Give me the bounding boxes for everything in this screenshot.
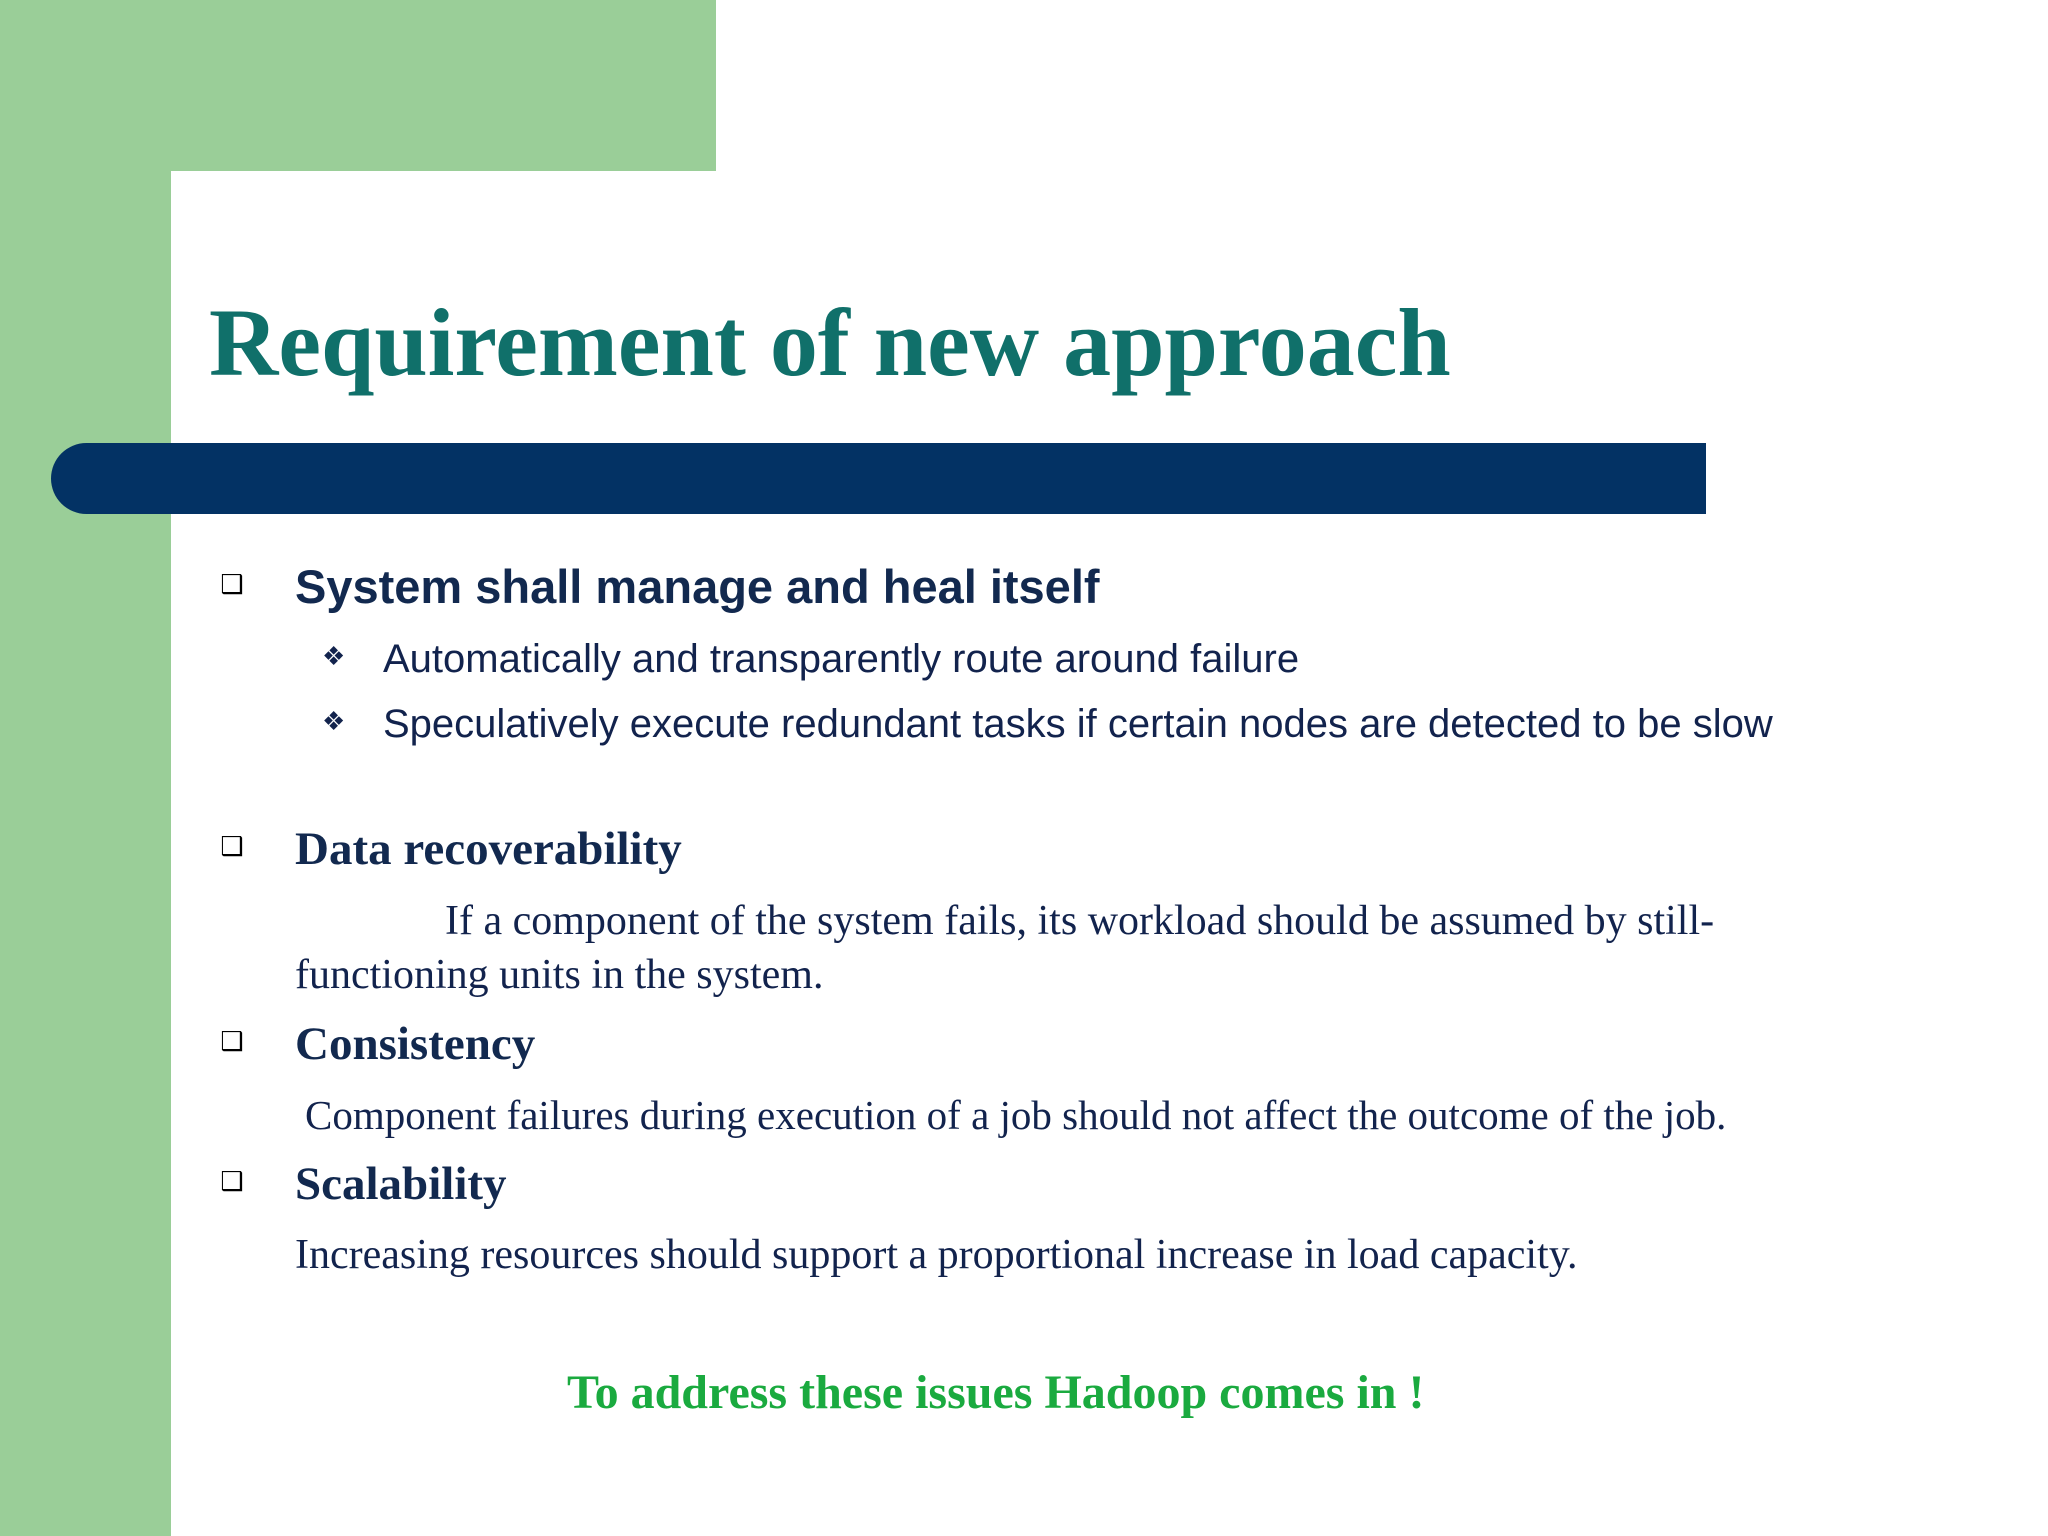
sub-item-route-around-failure: Automatically and transparently route around failure <box>383 637 1300 681</box>
sidebar-green-panel <box>0 0 171 1536</box>
description-data-recoverability: If a component of the system fails, its workload should be assumed by still-functioning units in the system. <box>295 898 1715 998</box>
checkbox-bullet-icon: ❑ <box>220 831 244 861</box>
checkbox-bullet-icon: ❑ <box>220 1026 244 1056</box>
slide-title: Requirement of new approach <box>209 289 1451 396</box>
diamond-bullet-icon: ❖ <box>322 641 346 671</box>
section-heading-consistency: Consistency <box>295 1018 536 1070</box>
top-green-panel <box>0 0 716 171</box>
section-heading-self-healing: System shall manage and heal itself <box>295 560 1100 613</box>
diamond-bullet-icon: ❖ <box>322 706 346 736</box>
checkbox-bullet-icon: ❑ <box>220 1166 244 1196</box>
description-scalability: Increasing resources should support a proportional increase in load capacity. <box>295 1232 1578 1278</box>
section-heading-data-recoverability: Data recoverability <box>295 823 682 875</box>
section-heading-scalability: Scalability <box>295 1158 507 1210</box>
closing-statement: To address these issues Hadoop comes in ! <box>567 1366 1425 1419</box>
title-underline-bar <box>51 443 1706 514</box>
sub-item-speculative-execution: Speculatively execute redundant tasks if certain nodes are detected to be slow <box>383 702 1773 746</box>
checkbox-bullet-icon: ❑ <box>220 569 244 599</box>
description-consistency: Component failures during execution of a job should not affect the outcome of the job. <box>305 1092 1727 1138</box>
